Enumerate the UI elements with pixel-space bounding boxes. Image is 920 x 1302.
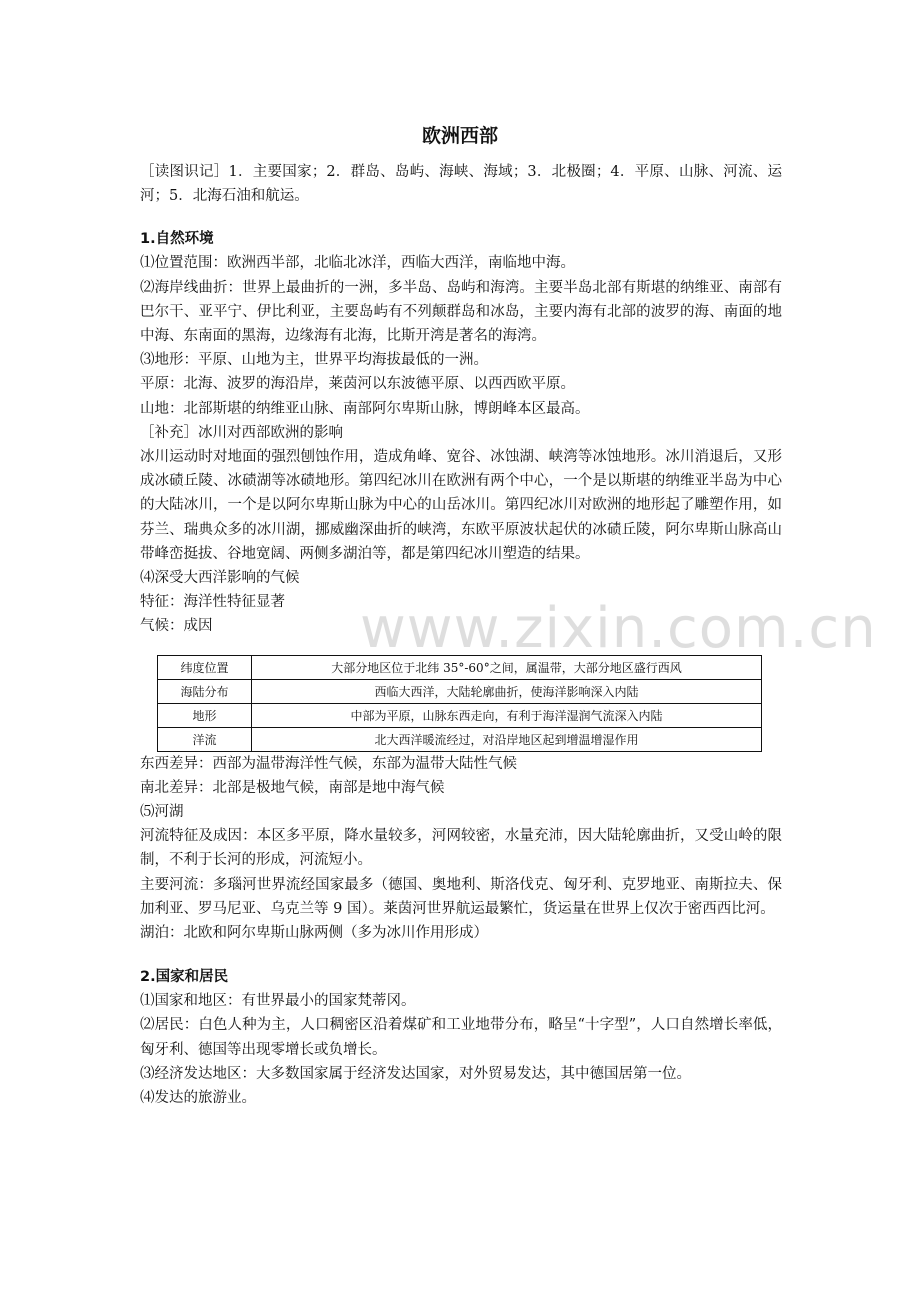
paragraph: ⑴国家和地区：有世界最小的国家梵蒂冈。 — [140, 993, 416, 1010]
table-cell: 西临大西洋，大陆轮廓曲折，使海洋影响深入内陆 — [252, 679, 762, 703]
page-title: 欧洲西部 — [421, 125, 498, 147]
table-row — [158, 679, 762, 703]
paragraph: ⑶地形：平原、山地为主，世界平均海拔最低的一洲。 — [140, 352, 488, 369]
table-row — [158, 703, 762, 727]
paragraph: ⑷发达的旅游业。 — [140, 1090, 256, 1107]
paragraph: 东西差异：西部为温带海洋性气候，东部为温带大陆性气候 — [140, 755, 517, 772]
table-cell: 地形 — [158, 703, 252, 727]
paragraph: 冰川运动时对地面的强烈刨蚀作用，造成角峰、宽谷、冰蚀湖、峡湾等冰蚀地形。冰川消退后，又形成冰碛丘陵、冰碛湖等冰碛地形。第四纪冰川在欧洲有两个中心，一个是以斯堪的纳维亚半岛为中心的大陆冰川，一个是以阿尔卑斯山脉为中心的山岳冰川。第四纪冰川对欧洲的地形起了雕塑作用，如芬兰、瑞典众多的冰川湖，挪威幽深曲折的峡湾，东欧平原波状起伏的冰碛丘陵，阿尔卑斯山脉高山带峰峦挺拔、谷地宽阔、两侧多湖泊等，都是第四纪冰川塑造的结果。 — [140, 449, 782, 562]
paragraph: ⑸河湖 — [140, 804, 184, 821]
paragraph: 湖泊：北欧和阿尔卑斯山脉两侧（多为冰川作用形成） — [140, 925, 488, 942]
table-cell: 洋流 — [158, 727, 252, 751]
paragraph: 气候：成因 — [140, 618, 213, 635]
table-cell: 北大西洋暖流经过，对沿岸地区起到增温增湿作用 — [252, 727, 762, 751]
paragraph: ［补充］冰川对西部欧洲的影响 — [140, 424, 343, 441]
paragraph: ⑶经济发达地区：大多数国家属于经济发达国家，对外贸易发达，其中德国居第一位。 — [140, 1065, 691, 1082]
paragraph: 河流特征及成因：本区多平原，降水量较多，河网较密，水量充沛，因大陆轮廓曲折，又受山岭的限制，不利于长河的形成，河流短小。 — [140, 828, 782, 869]
climate-cause-table — [157, 655, 762, 752]
paragraph: 特征：海洋性特征显著 — [140, 594, 285, 611]
paragraph: ⑵海岸线曲折：世界上最曲折的一洲，多半岛、岛屿和海湾。主要半岛北部有斯堪的纳维亚、南部有巴尔干、亚平宁、伊比利亚，主要岛屿有不列颠群岛和冰岛，主要内海有北部的波罗的海、南面的地中海、东南面的黑海，边缘海有北海，比斯开湾是著名的海湾。 — [140, 279, 782, 345]
table-cell: 大部分地区位于北纬 35°-60°之间，属温带，大部分地区盛行西风 — [252, 655, 762, 679]
paragraph: 南北差异：北部是极地气候，南部是地中海气候 — [140, 779, 445, 796]
table-cell: 中部为平原，山脉东西走向，有利于海洋湿润气流深入内陆 — [252, 703, 762, 727]
paragraph: ⑵居民：白色人种为主，人口稠密区沿着煤矿和工业地带分布，略呈“十字型”，人口自然增长率低，匈牙利、德国等出现零增长或负增长。 — [140, 1017, 782, 1058]
paragraph: 主要河流：多瑙河世界流经国家最多（德国、奥地利、斯洛伐克、匈牙利、克罗地亚、南斯拉夫、保加利亚、罗马尼亚、乌克兰等 9 国）。莱茵河世界航运最繁忙，货运量在世界上仅次于密西西比河。 — [140, 876, 782, 917]
table-row — [158, 727, 762, 751]
table-cell: 海陆分布 — [158, 679, 252, 703]
table-cell: 纬度位置 — [158, 655, 252, 679]
paragraph: ⑷深受大西洋影响的气候 — [140, 570, 300, 587]
section-heading-countries: 2.国家和居民 — [140, 969, 229, 986]
paragraph: 山地：北部斯堪的纳维亚山脉、南部阿尔卑斯山脉，博朗峰本区最高。 — [140, 400, 590, 417]
paragraph: 平原：北海、波罗的海沿岸，莱茵河以东波德平原、以西西欧平原。 — [140, 376, 575, 393]
watermark: www.zixin.com.cn — [360, 596, 877, 661]
intro-paragraph: ［读图识记］1．主要国家；2．群岛、岛屿、海峡、海域；3．北极圈；4．平原、山脉、河流、运河；5．北海石油和航运。 — [140, 164, 782, 205]
paragraph: ⑴位置范围：欧洲西半部，北临北冰洋，西临大西洋，南临地中海。 — [140, 255, 575, 272]
section-heading-environment: 1.自然环境 — [140, 231, 214, 248]
